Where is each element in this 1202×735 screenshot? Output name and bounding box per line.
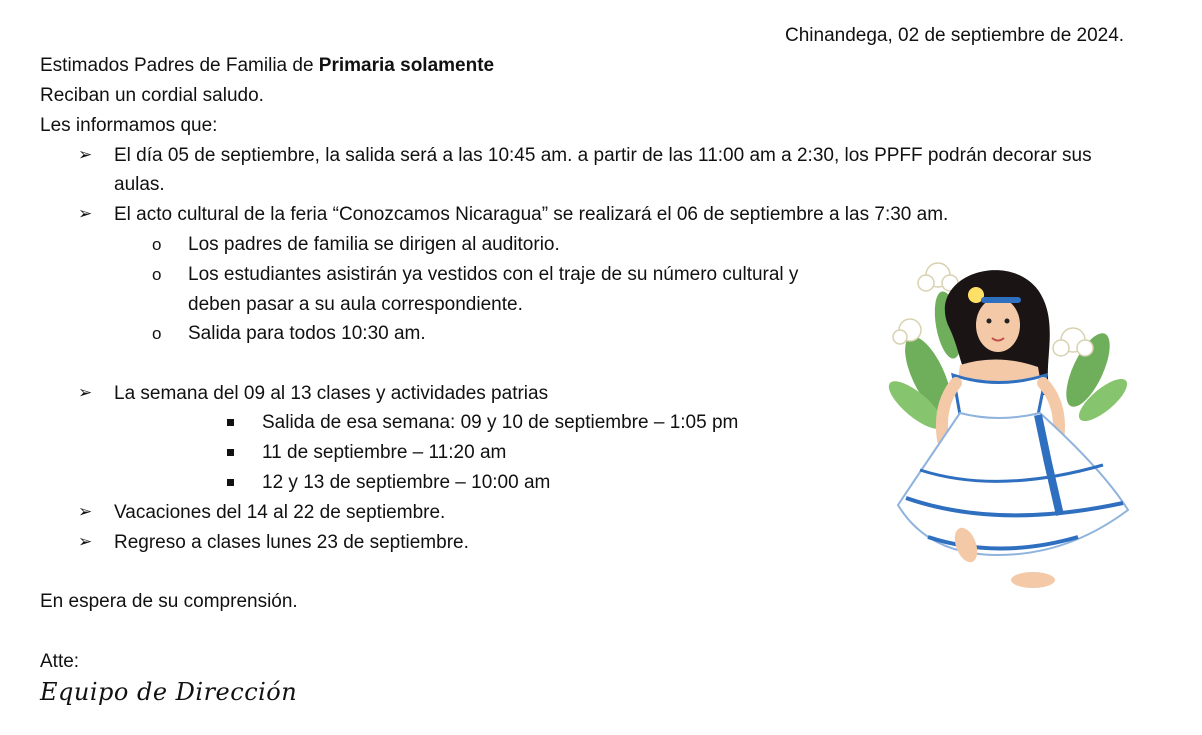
intro: Les informamos que: (40, 115, 218, 136)
schedule-2: 11 de septiembre – 11:20 am (262, 442, 507, 463)
item-2-line-1: El acto cultural de la feria “Conozcamos Nicaragua” se realizará el 06 de septiembre a las 7:30 am. (114, 204, 949, 225)
item-5: Regreso a clases lunes 23 de septiembre. (114, 532, 469, 553)
square-bullet-icon (227, 419, 234, 426)
arrow-bullet-icon: ➢ (78, 532, 93, 551)
subitem-3: Salida para todos 10:30 am. (188, 323, 426, 344)
subitem-2-line-1: Los estudiantes asistirán ya vestidos con el traje de su número cultural y (188, 264, 799, 285)
arrow-bullet-icon: ➢ (78, 383, 93, 402)
arrow-bullet-icon: ➢ (78, 502, 93, 521)
item-3: La semana del 09 al 13 clases y actividades patrias (114, 383, 549, 404)
arrow-bullet-icon: ➢ (78, 204, 93, 223)
greeting-bold: Primaria solamente (318, 55, 495, 76)
dress-skirt (898, 413, 1128, 555)
face (976, 298, 1020, 352)
circle-bullet-icon: o (152, 235, 162, 254)
item-1-line-2: aulas. (114, 174, 165, 195)
square-bullet-icon (227, 479, 234, 486)
circle-bullet-icon: o (152, 324, 162, 343)
item-1-line-1: El día 05 de septiembre, la salida será a las 10:45 am. a partir de las 11:00 am a 2:30, los PPFF podrán decorar sus (114, 145, 1092, 166)
salutation: Reciban un cordial saludo. (40, 85, 264, 106)
date-line: Chinandega, 02 de septiembre de 2024. (785, 25, 1125, 46)
square-bullet-icon (227, 449, 234, 456)
closing: En espera de su comprensión. (40, 591, 298, 612)
schedule-1: Salida de esa semana: 09 y 10 de septiembre – 1:05 pm (262, 412, 739, 433)
greeting-prefix: Estimados Padres de Familia de (40, 55, 319, 76)
greeting-line (40, 55, 494, 77)
folk-dancer-illustration (888, 255, 1138, 600)
circle-bullet-icon: o (152, 265, 162, 284)
arrow-bullet-icon: ➢ (78, 145, 93, 164)
item-4: Vacaciones del 14 al 22 de septiembre. (114, 502, 446, 523)
signature: Equipo de Dirección (40, 678, 298, 706)
atte: Atte: (40, 651, 80, 672)
subitem-1: Los padres de familia se dirigen al auditorio. (188, 234, 560, 255)
schedule-3: 12 y 13 de septiembre – 10:00 am (262, 472, 551, 493)
subitem-2-line-2: deben pasar a su aula correspondiente. (188, 294, 523, 315)
